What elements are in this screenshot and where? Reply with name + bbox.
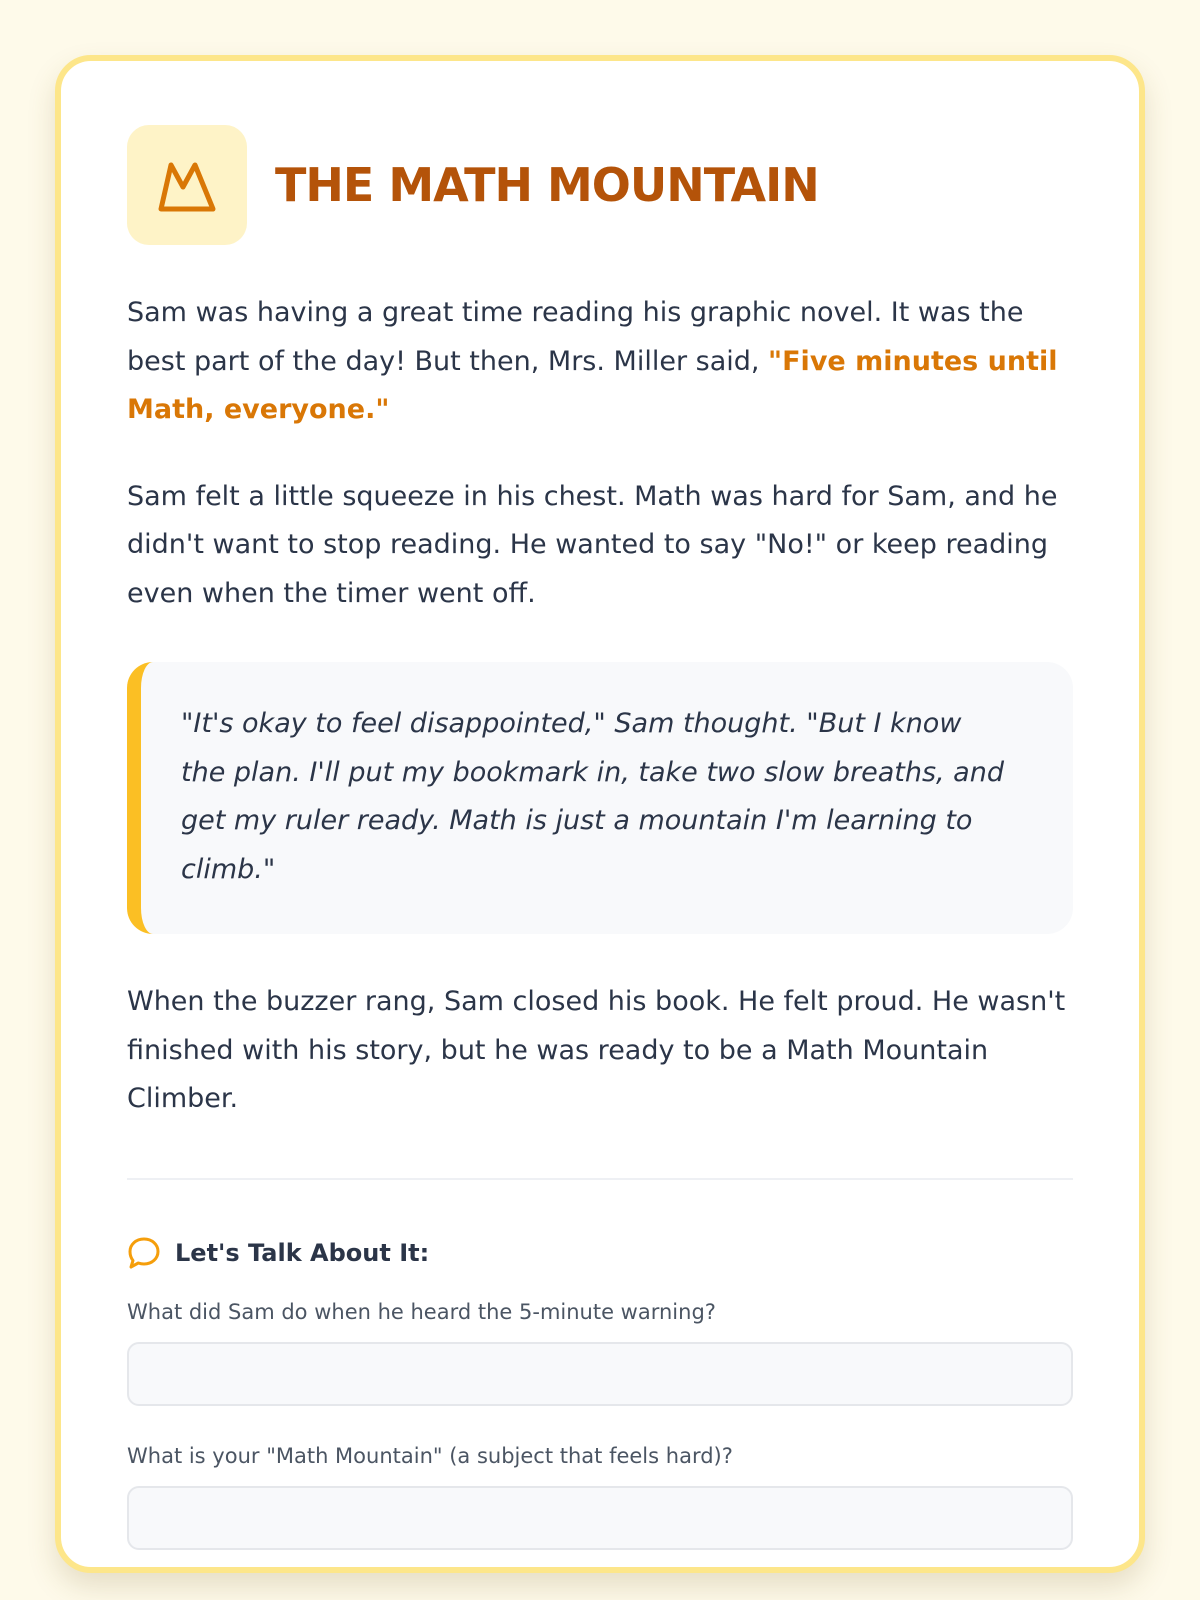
- teacher-quote-highlight: "Five minutes until Math, everyone.": [127, 345, 1058, 425]
- question-2-label: What is your "Math Mountain" (a subject that feels hard)?: [127, 1443, 733, 1468]
- story-card: [55, 55, 1145, 1573]
- story-paragraph-3: When the buzzer rang, Sam closed his book. He felt proud. He wasn't finished with his story, but he was ready to be a Math Mountain Climber.: [127, 986, 1066, 1114]
- thought-quote-text: "It's okay to feel disappointed," Sam thought. "But I know the plan. I'll put my bookmark in, take two slow breaths, and get my ruler ready. Math is just a mountain I'm learning to climb.": [181, 708, 1004, 885]
- story-paragraph-1: [127, 289, 1067, 435]
- thought-quote-box: [127, 662, 1073, 934]
- story-header: [127, 125, 1073, 245]
- speech-bubble-icon: [127, 1236, 175, 1270]
- section-divider: [127, 1178, 1073, 1180]
- page-title: THE MATH MOUNTAIN: [275, 158, 819, 212]
- question-2-input[interactable]: [127, 1486, 1073, 1550]
- story-paragraph-2: Sam felt a little squeeze in his chest. Math was hard for Sam, and he didn't want to stop reading. He wanted to say "No!" or keep reading even when the timer went off.: [127, 480, 1058, 609]
- logo-tile: [127, 125, 247, 245]
- question-1-label: What did Sam do when he heard the 5-minute warning?: [127, 1299, 716, 1324]
- discussion-header: [127, 1236, 1073, 1270]
- paragraph-text: Sam was having a great time reading his graphic novel. It was the best part of the day! But then, Mrs. Miller said,: [127, 297, 1024, 377]
- mountain-icon: [155, 157, 219, 213]
- question-1-input[interactable]: [127, 1342, 1073, 1406]
- discussion-title: Let's Talk About It:: [175, 1238, 430, 1267]
